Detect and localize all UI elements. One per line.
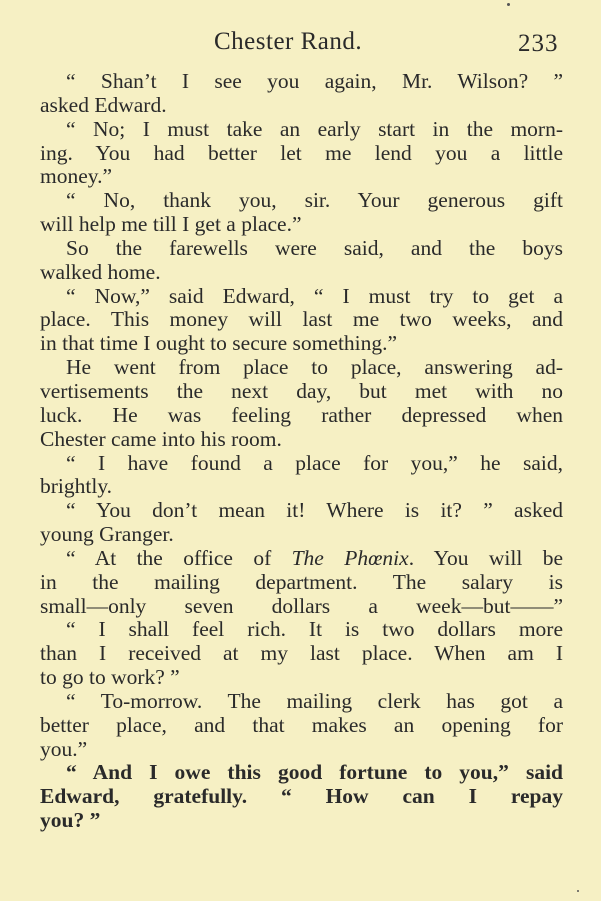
text-line: “ And I owe this good fortune to you,” said: [66, 760, 563, 785]
text-line: in the mailing department. The salary is: [40, 569, 563, 594]
running-title: Chester Rand.: [214, 28, 363, 55]
text-line: luck. He was feeling rather depressed when: [40, 402, 563, 427]
text-line: small—only seven dollars a week—but——”: [40, 593, 563, 618]
text-line: “ I shall feel rich. It is two dollars more: [66, 617, 563, 642]
text-line: asked Edward.: [40, 92, 167, 117]
text-line: to go to work? ”: [40, 665, 180, 690]
page-number: 233: [518, 30, 559, 57]
text-line: ing. You had better let me lend you a little: [40, 140, 563, 165]
text-line: you? ”: [40, 808, 101, 833]
text-line: will help me till I get a place.”: [40, 212, 302, 237]
text-line: “ To-morrow. The mailing clerk has got a: [66, 688, 563, 713]
text-line: than I received at my last place. When am I: [40, 641, 563, 666]
text-line: Edward, gratefully. “ How can I repay: [40, 784, 563, 809]
text-line: you.”: [40, 736, 88, 761]
text-line: “ Shan’t I see you again, Mr. Wilson? ”: [66, 69, 563, 93]
text-line: “ No; I must take an early start in the morn-: [66, 116, 563, 141]
page-header: [0, 28, 601, 60]
text-line: “ No, thank you, sir. Your generous gift: [66, 188, 563, 213]
text-line: better place, and that makes an opening for: [40, 712, 563, 737]
text-line: Chester came into his room.: [40, 426, 282, 451]
body-text: [40, 70, 563, 833]
text-line: place. This money will last me two weeks, and: [40, 307, 563, 332]
text-line: money.”: [40, 164, 113, 189]
text-line: “ Now,” said Edward, “ I must try to get a: [66, 283, 563, 308]
text-line: vertisements the next day, but met with no: [40, 378, 563, 403]
text-line: “ At the office of The Phœnix. You will be: [66, 545, 563, 570]
text-line: He went from place to place, answering ad-: [66, 355, 563, 380]
print-speck: [507, 3, 510, 6]
text-line: walked home.: [40, 259, 161, 284]
text-line: in that time I ought to secure something.”: [40, 331, 398, 356]
text-line: young Granger.: [40, 522, 174, 547]
periodical-title: The Phœnix: [291, 545, 409, 570]
text-line: “ You don’t mean it! Where is it? ” asked: [66, 498, 563, 523]
print-speck: [577, 890, 579, 892]
text-line: brightly.: [40, 474, 113, 499]
text-line: “ I have found a place for you,” he said,: [66, 450, 563, 475]
text-line: So the farewells were said, and the boys: [66, 235, 563, 260]
